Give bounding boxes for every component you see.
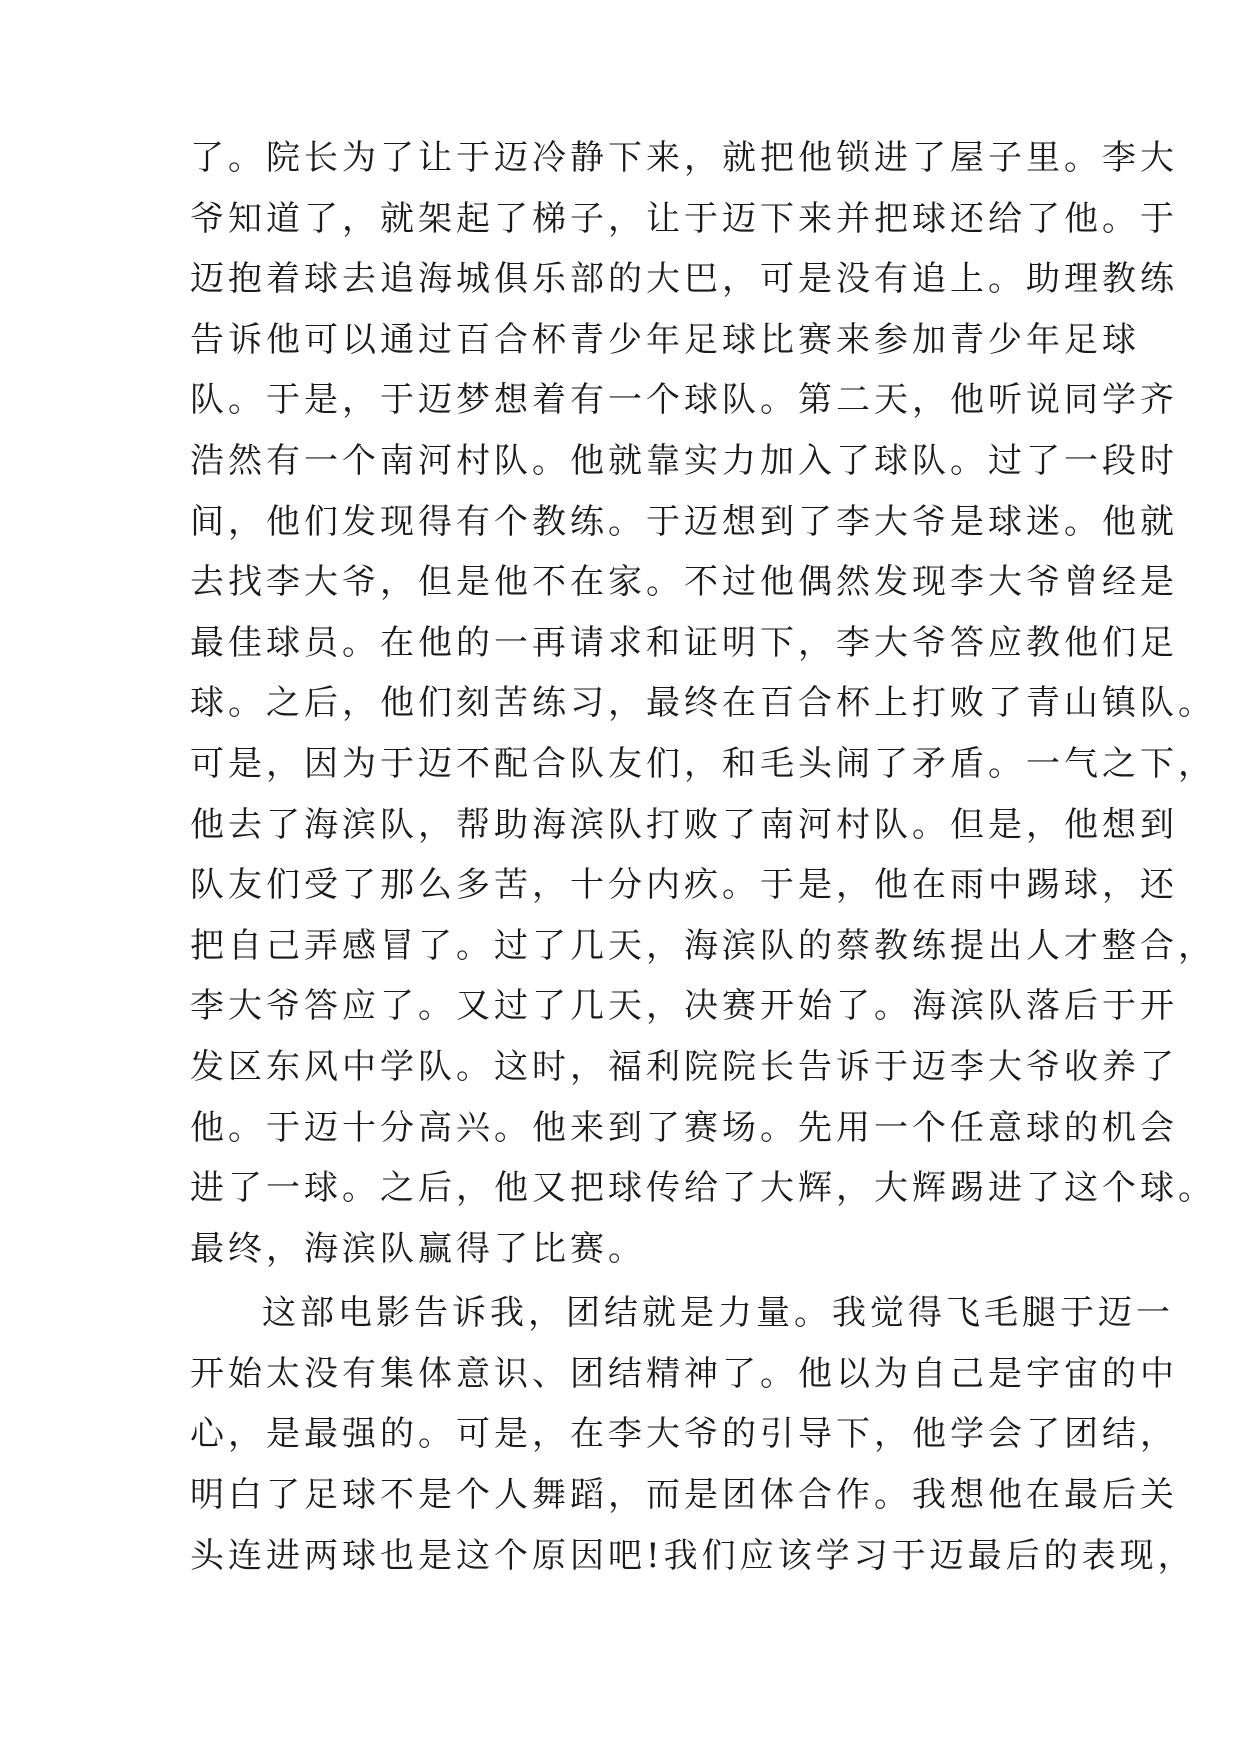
text-line: 球。之后，他们刻苦练习，最终在百合杯上打败了青山镇队。 <box>190 683 1216 724</box>
text-line: 浩然有一个南河村队。他就靠实力加入了球队。过了一段时 <box>190 440 1178 481</box>
text-line: 最佳球员。在他的一再请求和证明下，李大爷答应教他们足 <box>190 622 1178 663</box>
text-line: 李大爷答应了。又过了几天，决赛开始了。海滨队落后于开 <box>190 986 1178 1027</box>
paragraph-2 <box>190 1283 1196 1586</box>
text-line: 最终，海滨队赢得了比赛。 <box>190 1228 646 1269</box>
text-line: 心，是最强的。可是，在李大爷的引导下，他学会了团结， <box>190 1414 1178 1455</box>
text-line: 这部电影告诉我，团结就是力量。我觉得飞毛腿于迈一 <box>262 1293 1174 1334</box>
text-line: 明白了足球不是个人舞蹈，而是团体合作。我想他在最后关 <box>190 1475 1178 1516</box>
text-line: 队友们受了那么多苦，十分内疚。于是，他在雨中踢球，还 <box>190 865 1178 906</box>
text-line: 他去了海滨队，帮助海滨队打败了南河村队。但是，他想到 <box>190 804 1178 845</box>
text-line: 进了一球。之后，他又把球传给了大辉，大辉踢进了这个球。 <box>190 1168 1216 1209</box>
text-line: 去找李大爷，但是他不在家。不过他偶然发现李大爷曾经是 <box>190 562 1178 603</box>
text-line: 可是，因为于迈不配合队友们，和毛头闹了矛盾。一气之下， <box>190 743 1216 784</box>
text-line: 爷知道了，就架起了梯子，让于迈下来并把球还给了他。于 <box>190 198 1178 239</box>
text-line: 开始太没有集体意识、团结精神了。他以为自己是宇宙的中 <box>190 1353 1178 1394</box>
text-line: 告诉他可以通过百合杯青少年足球比赛来参加青少年足球 <box>190 319 1140 360</box>
paragraph-1 <box>190 128 1216 1279</box>
text-line: 间，他们发现得有个教练。于迈想到了李大爷是球迷。他就 <box>190 501 1178 542</box>
text-line: 把自己弄感冒了。过了几天，海滨队的蔡教练提出人才整合， <box>190 925 1216 966</box>
text-line: 了。院长为了让于迈冷静下来，就把他锁进了屋子里。李大 <box>190 138 1178 178</box>
text-line: 迈抱着球去追海城俱乐部的大巴，可是没有追上。助理教练 <box>190 259 1178 300</box>
text-line: 队。于是，于迈梦想着有一个球队。第二天，他听说同学齐 <box>190 380 1178 421</box>
document-body <box>190 128 1216 1586</box>
text-line: 发区东风中学队。这时，福利院院长告诉于迈李大爷收养了 <box>190 1046 1178 1087</box>
text-line: 头连进两球也是这个原因吧!我们应该学习于迈最后的表现， <box>190 1535 1196 1576</box>
text-line: 他。于迈十分高兴。他来到了赛场。先用一个任意球的机会 <box>190 1107 1178 1148</box>
